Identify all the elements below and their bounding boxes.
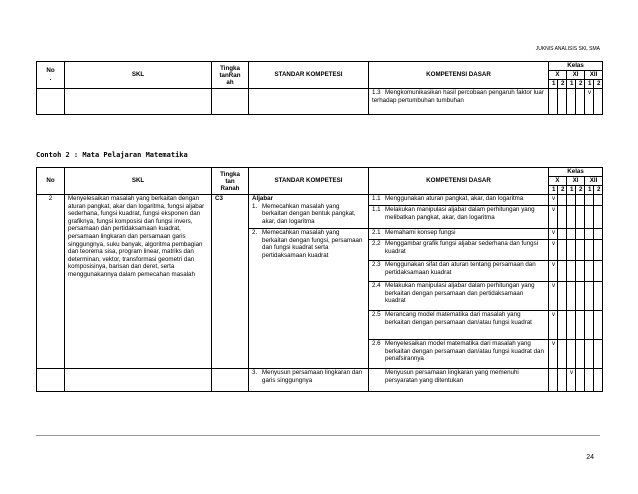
col-xi: XI	[567, 71, 585, 80]
col-skl: SKL	[65, 62, 212, 89]
col-sem: 2	[558, 80, 567, 89]
col-xi: XI	[567, 177, 585, 186]
table-row	[37, 195, 603, 206]
col-sem: 1	[585, 80, 594, 89]
col-sem: 1	[567, 80, 576, 89]
col-no: No .	[37, 62, 65, 89]
col-sem: 1	[549, 80, 558, 89]
kd-cell: 2.4 Melakukan manipulasi aljabar dalam perhitungan yang berkaitan dengan persamaan dan pertidaksamaan kuadrat	[369, 282, 549, 311]
document-header: JUKNIS ANALISIS SKL SMA	[535, 46, 600, 52]
footer-divider	[36, 435, 600, 436]
col-dasar: KOMPETENSI DASAR	[369, 168, 549, 195]
page-number: 24	[586, 454, 594, 461]
col-x: X	[549, 177, 567, 186]
col-no: No	[37, 168, 65, 195]
kd-cell: 1.1 Menggunakan aturan pangkat, akar, dan logaritma	[369, 195, 549, 206]
col-xii: XII	[585, 177, 603, 186]
check-mark: v	[549, 195, 558, 206]
kd-cell: 2.3 Menggunakan sifat dan aturan tentang persamaan dan pertidaksamaan kuadrat	[369, 261, 549, 282]
check-mark: v	[585, 89, 594, 115]
table-2	[36, 167, 603, 392]
col-sem: 1	[549, 186, 558, 195]
kd-cell: 1.3 Mengkomunikasikan hasil percobaan pengaruh faktor luar terhadap pertumbuhan tumbuhan	[369, 89, 549, 115]
check-mark: v	[549, 282, 558, 311]
kd-cell: 2.5 Merancang model matematika dari masalah yang berkaitan dengan persamaan dan/atau fungsi kuadrat	[369, 311, 549, 340]
col-sem: 1	[585, 186, 594, 195]
col-sem: 2	[558, 186, 567, 195]
check-mark: v	[549, 261, 558, 282]
col-x: X	[549, 71, 567, 80]
kd-cell: Menyusun persamaan lingkaran yang memenuhi persyaratan yang ditentukan	[369, 369, 549, 392]
table-row	[37, 89, 603, 115]
kd-cell: 2.1 Memahami konsep fungsi	[369, 229, 549, 240]
kd-cell: 2.6 Menyelesaikan model matematika dari masalah yang berkaitan dengan persamaan dan/atau fungsi kuadrat dan penafsirannya	[369, 340, 549, 369]
check-mark: v	[549, 229, 558, 240]
section-heading: Contoh 2 : Mata Pelajaran Matematika	[36, 151, 188, 159]
check-mark: v	[549, 340, 558, 369]
col-xii: XII	[585, 71, 603, 80]
kd-cell: 1.1 Melakukan manipulasi aljabar dalam perhitungan yang melibatkan pangkat, akar, dan logaritma	[372, 206, 535, 221]
col-sem: 2	[576, 186, 585, 195]
skl-text: Menyelesaikan masalah yang berkaitan dengan aturan pangkat, akar dan logaritma, fungsi aljabar sederhana, fungsi kuadrat, fungsi eksponen dan grafiknya, fungsi komposisi dan fungsi invers, persamaan dan pertidaksamaan kuadrat, persamaan lingkaran dan persamaan garis singgungnya, suku banyak, algoritma pembagian dan teorema sisa, program linear, matriks dan determinan, vektor, transformasi geometri dan komposisinya, barisan dan deret, serta menggunakannya dalam pemecahan masalah	[65, 195, 212, 369]
col-sem: 2	[594, 186, 603, 195]
col-standar: STANDAR KOMPETESI	[249, 62, 369, 89]
sk-3: 3. Menyusun persamaan lingkaran dan garis singgungnya	[249, 369, 369, 392]
sk-1: 1. Memecahkan masalah yang berkaitan dengan bentuk pangkat, akar, dan logaritma	[252, 202, 356, 225]
sk-2: 2. Memecahkan masalah yang berkaitan dengan fungsi, persamaan dan fungsi kuadrat serta pertidaksamaan kuadrat	[249, 229, 369, 369]
check-mark: v	[549, 311, 558, 340]
col-sem: 2	[594, 80, 603, 89]
check-mark: v	[549, 240, 558, 261]
sk-heading: Aljabar	[252, 195, 273, 202]
col-kelas: Kelas	[549, 168, 603, 177]
col-kelas: Kelas	[549, 62, 603, 71]
ranah: C3	[212, 195, 249, 369]
row-no: 2	[37, 195, 65, 369]
col-dasar: KOMPETENSI DASAR	[369, 62, 549, 89]
col-tingkatan: Tingka tan Ranah	[212, 168, 249, 195]
col-standar: STANDAR KOMPETESI	[249, 168, 369, 195]
col-sem: 1	[567, 186, 576, 195]
kd-cell: 2.2 Menggambar grafik fungsi aljabar sederhana dan fungsi kuadrat	[369, 240, 549, 261]
check-mark: v	[549, 206, 558, 229]
table-row	[37, 369, 603, 392]
col-skl: SKL	[65, 168, 212, 195]
col-sem: 2	[576, 80, 585, 89]
table-1	[36, 61, 603, 115]
sk-group-1	[249, 195, 369, 229]
check-mark: v	[567, 369, 576, 392]
col-tingkatan: Tingka tanRan ah	[212, 62, 249, 89]
